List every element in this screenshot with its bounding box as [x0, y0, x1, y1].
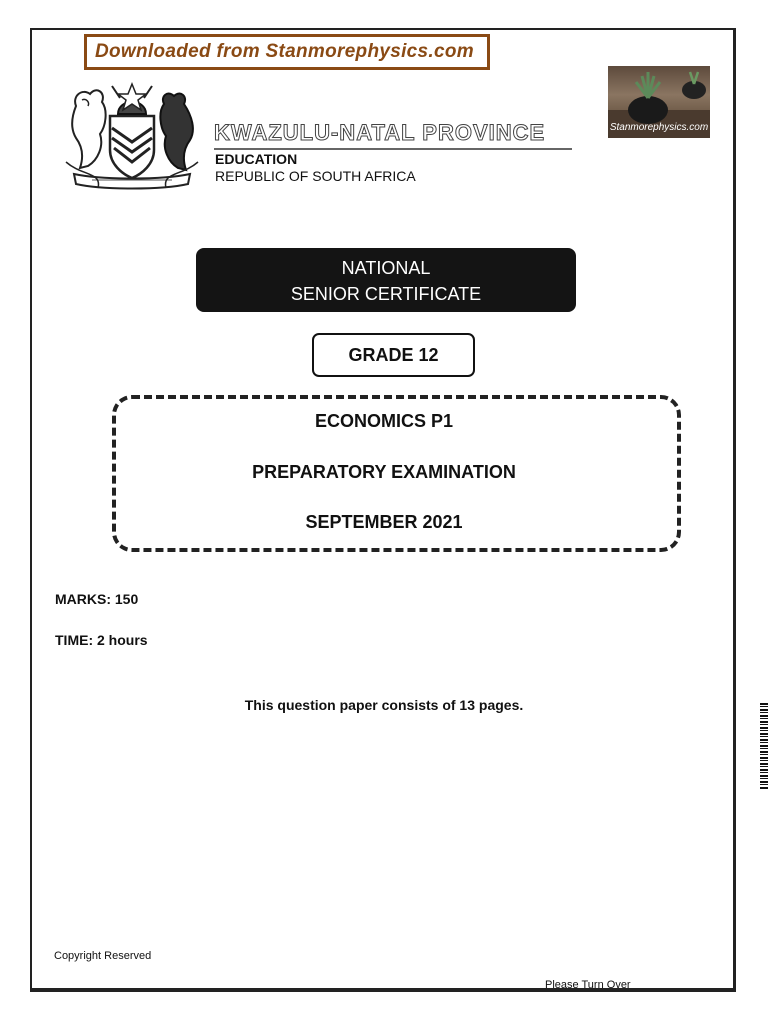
grade-label: GRADE 12 [348, 344, 439, 365]
barcode-icon [760, 703, 768, 789]
copyright-notice: Copyright Reserved [54, 950, 152, 962]
coat-of-arms-icon [62, 76, 202, 198]
turn-over-note: Please Turn Over [545, 979, 631, 991]
exam-type: PREPARATORY EXAMINATION [252, 462, 516, 482]
header-divider [214, 148, 572, 150]
province-title: KWAZULU-NATAL PROVINCE [214, 120, 546, 145]
time-label: TIME: 2 hours [55, 632, 148, 648]
certificate-line-1: NATIONAL [341, 258, 431, 278]
country-label: REPUBLIC OF SOUTH AFRICA [215, 168, 416, 184]
certificate-banner [196, 248, 576, 312]
download-watermark [84, 34, 490, 70]
exam-subject: ECONOMICS P1 [314, 411, 454, 431]
watermark-text: Downloaded from Stanmorephysics.com [95, 41, 474, 62]
photo-logo-caption: Stanmorephysics.com [609, 122, 709, 133]
department-label: EDUCATION [215, 151, 298, 167]
exam-date: SEPTEMBER 2021 [305, 512, 463, 532]
stanmorephysics-photo-logo [608, 66, 710, 138]
grade-box [312, 333, 475, 377]
certificate-line-2: SENIOR CERTIFICATE [290, 284, 482, 304]
page-count-note: This question paper consists of 13 pages. [244, 697, 524, 713]
marks-label: MARKS: 150 [55, 591, 139, 607]
